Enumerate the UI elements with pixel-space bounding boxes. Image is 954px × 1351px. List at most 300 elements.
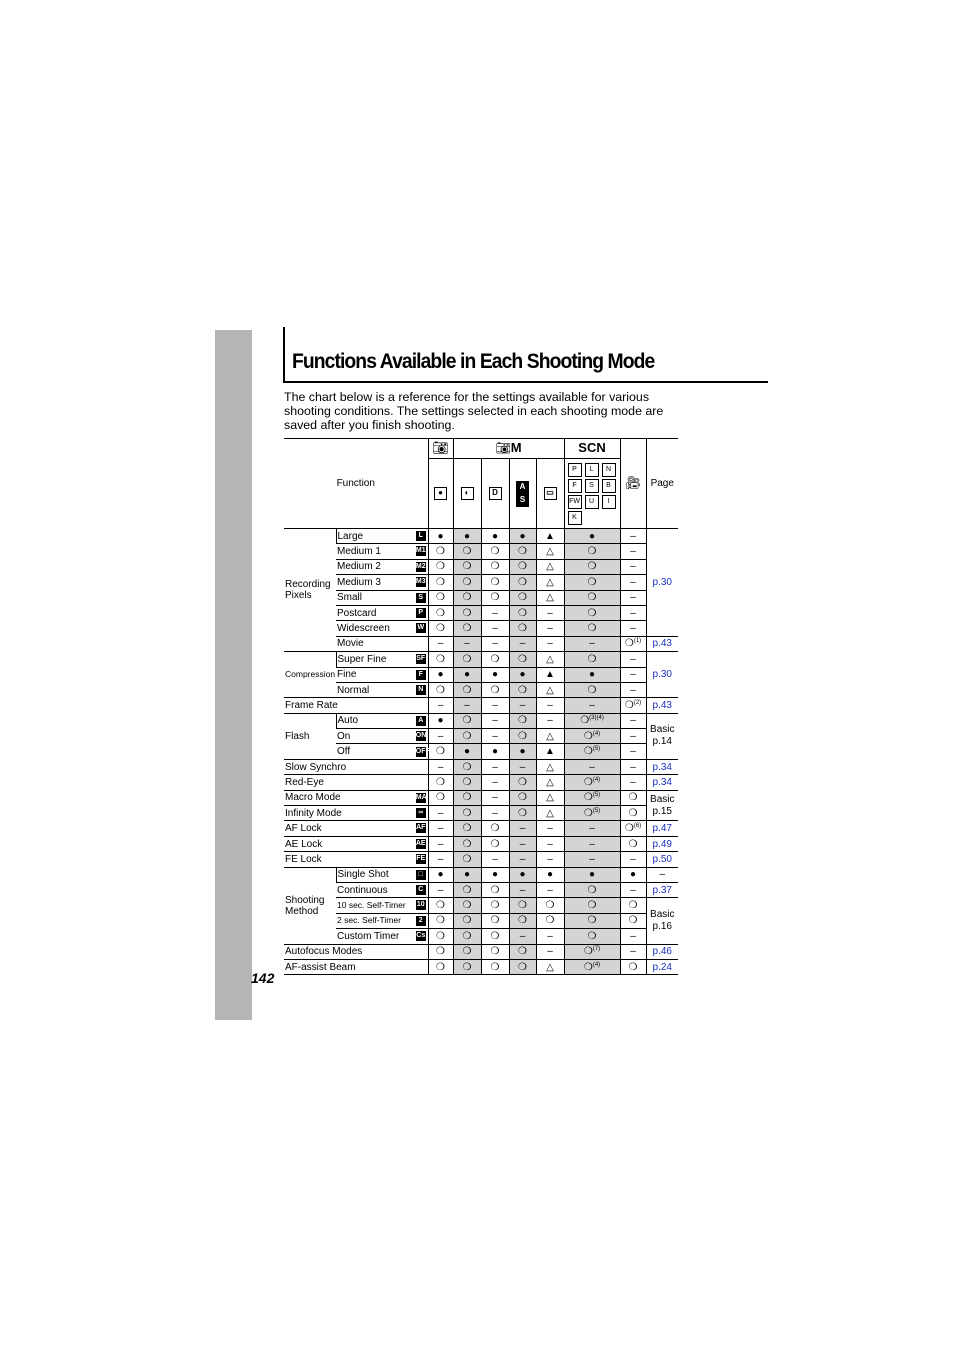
availability-mark: ❍: [518, 546, 527, 558]
mode-cell: [536, 667, 564, 682]
row-icon: [414, 806, 428, 821]
availability-mark: △: [546, 776, 554, 788]
setting-label: Custom Timer: [336, 929, 414, 944]
availability-mark: ❍: [462, 715, 472, 727]
mode-cell: [509, 544, 536, 559]
availability-mark: –: [630, 776, 636, 788]
setting-icon: 2: [416, 916, 426, 926]
availability-mark: ❍: [587, 900, 597, 912]
availability-mark: –: [437, 807, 444, 819]
mode-cell: [453, 882, 481, 897]
availability-mark: ❍: [587, 592, 597, 604]
footnote-ref: (4): [592, 730, 601, 737]
mode-cell: [536, 575, 564, 590]
mode-cell: [620, 790, 646, 805]
availability-mark: ❍: [436, 946, 445, 958]
page-ref[interactable]: –: [646, 867, 678, 882]
availability-mark: –: [630, 746, 636, 758]
availability-mark: ▲: [545, 746, 555, 758]
setting-icon: L: [416, 531, 426, 541]
mode-cell: [564, 544, 620, 559]
mode-cell: [536, 929, 564, 944]
mode-cell: [481, 667, 509, 682]
mode-cell: [428, 529, 453, 544]
setting-label: Small: [336, 590, 414, 605]
row-icon: [414, 729, 428, 744]
mode-cell: [481, 775, 509, 790]
availability-mark: ❍: [518, 961, 527, 973]
setting-icon: F: [416, 670, 426, 680]
page-ref[interactable]: p.49: [646, 836, 678, 851]
availability-mark: ❍: [436, 653, 445, 665]
mode-cell: [509, 636, 536, 651]
availability-mark: –: [547, 607, 553, 619]
availability-mark: ●: [463, 746, 471, 758]
availability-mark: –: [630, 946, 636, 958]
availability-mark: ❍: [518, 946, 527, 958]
mode-cell: [620, 652, 646, 667]
mode-cell: [620, 575, 646, 590]
mode-cell: [536, 852, 564, 867]
table-row: [284, 529, 678, 544]
page-ref[interactable]: p.34: [646, 759, 678, 774]
setting-label: Super Fine: [336, 652, 414, 667]
availability-mark: –: [437, 761, 444, 773]
mode-cell: [453, 559, 481, 574]
mode-cell: [620, 913, 646, 928]
availability-mark: –: [589, 853, 595, 865]
availability-mark: ❍: [545, 900, 555, 912]
availability-mark: ❍: [490, 838, 500, 850]
mode-cell: [536, 913, 564, 928]
availability-mark: ❍: [436, 623, 445, 635]
mode-cell: [453, 575, 481, 590]
mode-cell: [481, 913, 509, 928]
mode-cell: [620, 898, 646, 913]
mode-cell: [620, 759, 646, 774]
availability-mark: ❍: [490, 915, 500, 927]
mode-cell: [620, 929, 646, 944]
availability-mark: ❍: [518, 900, 527, 912]
mode-cell: [620, 529, 646, 544]
mode-cell: [509, 667, 536, 682]
mode-cell: [453, 959, 481, 974]
page-ref[interactable]: p.43: [646, 636, 678, 651]
availability-mark: ❍: [628, 807, 638, 819]
mode-cell: [509, 944, 536, 959]
setting-label: 2 sec. Self-Timer: [336, 913, 414, 928]
mode-cell: [536, 882, 564, 897]
table-row: [284, 882, 678, 897]
availability-mark: ❍: [462, 900, 472, 912]
setting-icon: M1: [415, 547, 426, 555]
availability-mark: –: [492, 715, 498, 727]
mode-cell: [481, 652, 509, 667]
mode-cell: [453, 867, 481, 882]
page-ref[interactable]: p.30: [646, 652, 678, 698]
availability-mark: △: [546, 576, 554, 588]
mode-cell: [453, 590, 481, 605]
setting-icon: ∞: [416, 808, 426, 818]
availability-mark: –: [519, 699, 526, 711]
setting-icon: ON: [415, 732, 427, 740]
fireworks-scene-icon: FW: [568, 495, 582, 509]
function-cell: AE Lock: [284, 836, 414, 851]
mode-cell: [453, 913, 481, 928]
page-ref[interactable]: [646, 898, 678, 944]
availability-mark: –: [589, 761, 595, 773]
setting-icon: AF: [416, 824, 426, 832]
mode-cell: [564, 713, 620, 728]
availability-mark: ❍: [587, 930, 597, 942]
availability-mark: ●: [519, 746, 526, 758]
mode-cell: [481, 944, 509, 959]
mode-cell: [536, 590, 564, 605]
availability-mark: ●: [519, 869, 526, 881]
availability-mark: ❍: [490, 561, 500, 573]
availability-mark: ❍: [518, 684, 527, 696]
row-icon: [414, 559, 428, 574]
availability-mark: ❍: [490, 684, 500, 696]
availability-mark: –: [492, 607, 498, 619]
mode-cell: [481, 959, 509, 974]
table-row: [284, 575, 678, 590]
availability-mark: –: [630, 884, 636, 896]
row-icon: [414, 821, 428, 836]
mode-cell: [564, 867, 620, 882]
row-icon: [414, 852, 428, 867]
group-label: Compression: [284, 652, 336, 698]
color-accent-icon: A S: [509, 459, 536, 529]
mode-cell: [481, 790, 509, 805]
availability-mark: ❍: [587, 576, 597, 588]
mode-cell: [509, 559, 536, 574]
mode-cell: [428, 575, 453, 590]
setting-icon: C: [416, 885, 426, 895]
portrait-scene-icon: P: [568, 463, 582, 477]
availability-mark: –: [630, 561, 636, 573]
scene-modes-icons: [564, 459, 620, 529]
availability-mark: –: [464, 638, 470, 650]
setting-label: Widescreen: [336, 621, 414, 636]
page-ref[interactable]: p.50: [646, 852, 678, 867]
availability-mark: ❍: [490, 823, 500, 835]
availability-mark: ❍: [462, 884, 472, 896]
mode-cell: [509, 836, 536, 851]
mode-cell: [481, 882, 509, 897]
mode-cell: [509, 652, 536, 667]
page-ref[interactable]: p.24: [646, 959, 678, 974]
function-cell: AF-assist Beam: [284, 959, 428, 974]
availability-mark: ❍: [436, 961, 445, 973]
availability-mark: –: [547, 946, 553, 958]
availability-mark: ❍: [462, 792, 472, 804]
availability-mark: –: [630, 761, 636, 773]
mode-cell: [481, 544, 509, 559]
availability-mark: ❍: [462, 853, 472, 865]
availability-mark: ❍: [518, 776, 527, 788]
availability-mark: –: [492, 761, 498, 773]
table-row: [284, 836, 678, 851]
mode-cell: [564, 682, 620, 697]
table-row: [284, 775, 678, 790]
page-ref[interactable]: p.47: [646, 821, 678, 836]
mode-cell: [453, 636, 481, 651]
mode-cell: [481, 898, 509, 913]
mode-cell: [564, 590, 620, 605]
function-cell: Infinity Mode: [284, 806, 414, 821]
mode-cell: [620, 882, 646, 897]
mode-cell: [453, 529, 481, 544]
mode-cell: [564, 882, 620, 897]
availability-mark: ❍: [518, 792, 527, 804]
row-icon: [414, 605, 428, 620]
availability-mark: ❍: [490, 546, 500, 558]
mode-cell: [481, 759, 509, 774]
availability-mark: ❍: [436, 561, 445, 573]
mode-cell: [509, 575, 536, 590]
mode-cell: [620, 775, 646, 790]
mode-cell: [481, 821, 509, 836]
availability-mark: ❍: [624, 638, 634, 650]
kids-scene-icon: K: [568, 511, 582, 525]
availability-mark: ❍: [587, 623, 597, 635]
setting-label: Auto: [336, 713, 414, 728]
title-rule-vertical: [283, 327, 285, 383]
availability-mark: ❍: [462, 807, 472, 819]
availability-mark: ❍: [462, 946, 472, 958]
availability-mark: –: [437, 823, 444, 835]
function-cell: FE Lock: [284, 852, 414, 867]
mode-cell: [620, 836, 646, 851]
mode-cell: [428, 790, 453, 805]
availability-mark: ❍: [462, 653, 472, 665]
availability-mark: ●: [437, 715, 444, 727]
mode-cell: [536, 959, 564, 974]
availability-mark: –: [519, 823, 526, 835]
mode-cell: [428, 559, 453, 574]
footnote-ref: (1): [633, 638, 642, 645]
availability-mark: ●: [629, 869, 637, 881]
manual-group-header: [453, 439, 564, 459]
mode-cell: [564, 913, 620, 928]
page-number: 142: [251, 970, 275, 986]
mode-cell: [564, 667, 620, 682]
setting-icon: W: [417, 624, 425, 632]
mode-cell: [453, 698, 481, 713]
mode-cell: [428, 698, 453, 713]
availability-mark: ●: [463, 869, 471, 881]
mode-cell: [428, 682, 453, 697]
setting-label: Normal: [336, 682, 414, 697]
mode-cell: [509, 867, 536, 882]
availability-mark: –: [630, 930, 636, 942]
mode-cell: [536, 529, 564, 544]
availability-mark: ●: [546, 869, 554, 881]
page-ref[interactable]: p.37: [646, 882, 678, 897]
page-ref[interactable]: [646, 713, 678, 759]
mode-cell: [536, 729, 564, 744]
row-icon: [414, 529, 428, 544]
availability-mark: –: [630, 623, 636, 635]
availability-mark: –: [492, 638, 498, 650]
availability-mark: ❍: [518, 607, 527, 619]
row-icon: [414, 867, 428, 882]
mode-cell: [428, 759, 453, 774]
page-ref[interactable]: [646, 790, 678, 821]
mode-cell: [536, 821, 564, 836]
availability-mark: ❍: [490, 930, 500, 942]
availability-mark: ❍: [436, 915, 445, 927]
availability-mark: –: [492, 792, 498, 804]
availability-mark: ❍: [436, 546, 445, 558]
availability-mark: ❍: [583, 792, 593, 804]
availability-mark: ❍: [583, 746, 593, 758]
footnote-ref: (3)(4): [589, 715, 604, 722]
availability-mark: ❍: [583, 946, 593, 958]
mode-cell: [509, 698, 536, 713]
availability-mark: –: [464, 699, 470, 711]
availability-mark: –: [547, 715, 553, 727]
row-icon: [414, 652, 428, 667]
mode-cell: [481, 713, 509, 728]
availability-mark: ❍: [462, 823, 472, 835]
availability-mark: ●: [437, 869, 444, 881]
page-ref[interactable]: p.43: [646, 698, 678, 713]
mode-cell: [620, 713, 646, 728]
page-ref-line1: Basic: [650, 793, 675, 805]
availability-mark: ❍: [490, 592, 500, 604]
mode-cell: [564, 836, 620, 851]
mode-cell: [453, 836, 481, 851]
row-icon: [414, 575, 428, 590]
availability-mark: –: [547, 930, 553, 942]
availability-mark: –: [630, 684, 636, 696]
mode-cell: [509, 775, 536, 790]
availability-mark: –: [547, 823, 553, 835]
availability-mark: ❍: [587, 653, 597, 665]
mode-cell: [481, 575, 509, 590]
availability-mark: ❍: [587, 607, 597, 619]
availability-mark: ●: [491, 530, 499, 542]
page-title: Functions Available in Each Shooting Mode: [292, 350, 655, 373]
footnote-ref: (5): [592, 792, 601, 799]
setting-label: Medium 1: [336, 544, 414, 559]
availability-mark: –: [437, 638, 444, 650]
availability-mark: –: [519, 638, 526, 650]
mode-cell: [428, 713, 453, 728]
table-row: [284, 559, 678, 574]
table-row: [284, 713, 678, 728]
availability-mark: –: [519, 761, 526, 773]
footnote-ref: (5): [592, 807, 601, 814]
mode-cell: [564, 698, 620, 713]
mode-cell: [536, 636, 564, 651]
mode-cell: [481, 698, 509, 713]
function-cell: Slow Synchro: [284, 759, 428, 774]
availability-mark: ❍: [462, 607, 472, 619]
availability-mark: –: [492, 730, 498, 742]
table-row: [284, 682, 678, 697]
availability-mark: –: [437, 730, 444, 742]
night-scene-icon: N: [602, 463, 616, 477]
mode-cell: [453, 944, 481, 959]
side-tab-bar: [215, 330, 252, 1020]
availability-mark: ❍: [462, 761, 472, 773]
availability-mark: ❍: [436, 746, 445, 758]
footnote-ref: (4): [592, 776, 601, 783]
mode-cell: [564, 898, 620, 913]
availability-mark: –: [492, 807, 498, 819]
row-icon: [414, 682, 428, 697]
availability-mark: ❍: [462, 930, 472, 942]
mode-cell: [536, 775, 564, 790]
mode-cell: [428, 867, 453, 882]
page-ref[interactable]: p.46: [646, 944, 678, 959]
availability-mark: –: [519, 930, 526, 942]
page-ref[interactable]: p.30: [646, 529, 678, 637]
setting-icon: AE: [415, 839, 426, 847]
mode-cell: [620, 621, 646, 636]
availability-mark: ❍: [462, 576, 472, 588]
availability-mark: ❍: [518, 623, 527, 635]
scn-label: SCN: [578, 440, 606, 455]
availability-mark: –: [589, 638, 595, 650]
mode-cell: [428, 806, 453, 821]
mode-cell: [481, 621, 509, 636]
movie-group-header: [620, 439, 646, 529]
setting-icon: SF: [416, 655, 426, 663]
setting-icon: Cs: [416, 932, 426, 940]
mode-cell: [564, 929, 620, 944]
mode-cell: [509, 790, 536, 805]
availability-mark: ❍: [462, 546, 472, 558]
title-rule-horizontal: [283, 381, 768, 383]
availability-mark: ●: [588, 869, 596, 881]
mode-cell: [536, 682, 564, 697]
mode-cell: [509, 729, 536, 744]
mode-cell: [509, 621, 536, 636]
mode-cell: [453, 682, 481, 697]
availability-mark: –: [630, 669, 636, 681]
landscape-scene-icon: L: [585, 463, 599, 477]
mode-cell: [509, 682, 536, 697]
setting-label: Fine: [336, 667, 414, 682]
availability-mark: ❍: [587, 884, 597, 896]
setting-icon: M3: [415, 578, 426, 586]
setting-icon: 10: [416, 901, 425, 909]
mode-cell: [620, 867, 646, 882]
availability-mark: △: [546, 761, 554, 773]
auto-group-header: [428, 439, 453, 459]
mode-cell: [536, 898, 564, 913]
availability-mark: ❍: [462, 730, 472, 742]
group-label: Recording Pixels: [284, 529, 336, 652]
availability-mark: ❍: [462, 561, 472, 573]
mode-cell: [481, 636, 509, 651]
page-ref[interactable]: p.34: [646, 775, 678, 790]
availability-mark: –: [630, 730, 636, 742]
mode-cell: [620, 590, 646, 605]
manual-mode-icon: ◐: [453, 459, 481, 529]
availability-mark: ❍: [436, 592, 445, 604]
snow-scene-icon: S: [585, 479, 599, 493]
availability-mark: –: [519, 838, 526, 850]
setting-icon: M2: [415, 562, 426, 570]
availability-mark: ❍: [518, 730, 527, 742]
table-row: [284, 806, 678, 821]
mode-cell: [536, 713, 564, 728]
